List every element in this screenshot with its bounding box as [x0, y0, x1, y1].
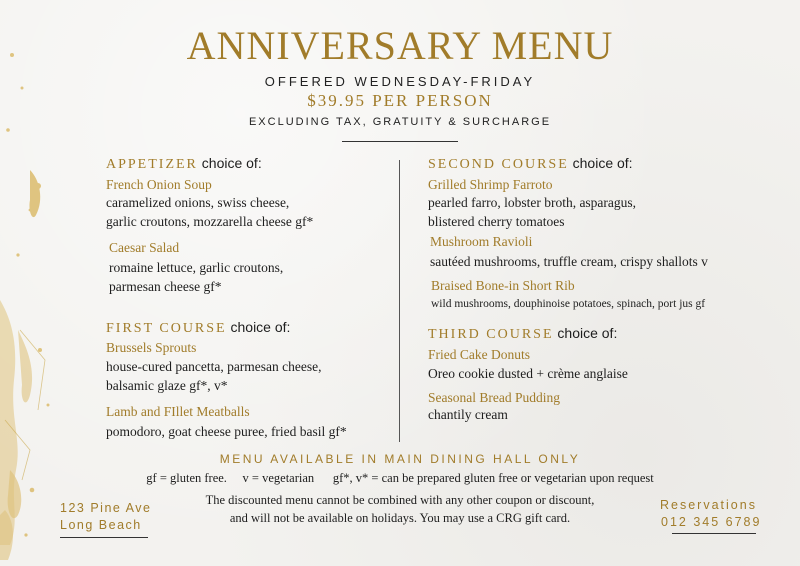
dish-desc-line	[109, 258, 283, 296]
second-course-title: SECOND COURSE	[428, 157, 569, 172]
dish-lamb-meatballs: Lamb and FIllet Meatballs	[106, 404, 250, 419]
desc-line: wild mushrooms, douphinoise potatoes, spinach, port jus gf	[431, 298, 706, 310]
offered-days: OFFERED WEDNESDAY-FRIDAY	[264, 74, 536, 89]
appetizer-choice: choice of:	[197, 155, 262, 171]
reservations-block	[660, 497, 761, 531]
dish-french-onion-soup: French Onion Soup	[106, 177, 212, 192]
dish-desc-line	[428, 405, 508, 424]
address-city: Long Beach	[60, 518, 142, 532]
dish-desc-line	[428, 364, 628, 383]
appetizer-title: APPETIZER	[106, 157, 198, 172]
address-underline	[60, 537, 148, 538]
desc-line: pomodoro, goat cheese puree, fried basil gf*	[106, 424, 347, 439]
third-course-title: THIRD COURSE	[428, 327, 554, 342]
dish-shrimp-farroto: Grilled Shrimp Farroto	[428, 177, 553, 192]
address-street: 123 Pine Ave	[60, 501, 152, 515]
discount-note-line: The discounted menu cannot be combined with any other coupon or discount,	[205, 493, 595, 507]
desc-line: blistered cherry tomatoes	[428, 214, 565, 229]
reservations-underline	[672, 533, 756, 534]
dish-desc-line	[431, 295, 705, 314]
menu-title: ANNIVERSARY MENU	[186, 23, 614, 68]
reservations-phone: 012 345 6789	[661, 515, 762, 529]
dish-short-rib: Braised Bone-in Short Rib	[431, 278, 575, 293]
price-per-person: $39.95 PER PERSON	[307, 91, 493, 110]
dish-desc-line	[106, 357, 322, 395]
header-divider	[342, 141, 458, 142]
second-course-heading	[428, 155, 633, 173]
discount-note	[180, 491, 620, 527]
desc-line: house-cured pancetta, parmesan cheese,	[106, 359, 322, 374]
desc-line: sautéed mushrooms, truffle cream, crispy shallots v	[430, 254, 708, 269]
address-block	[60, 500, 151, 534]
first-course-heading	[106, 319, 290, 337]
availability-note: MENU AVAILABLE IN MAIN DINING HALL ONLY	[219, 452, 581, 466]
dish-brussels-sprouts: Brussels Sprouts	[106, 340, 197, 355]
desc-line: caramelized onions, swiss cheese,	[106, 195, 290, 210]
dish-desc-line	[106, 193, 313, 231]
discount-note-line: and will not be available on holidays. You may use a CRG gift card.	[229, 511, 571, 525]
desc-line: romaine lettuce, garlic croutons,	[109, 260, 284, 275]
dish-desc-line	[430, 252, 708, 271]
first-course-choice: choice of:	[226, 319, 291, 335]
column-divider	[399, 160, 400, 442]
dish-caesar-salad: Caesar Salad	[109, 240, 180, 255]
dish-desc-line	[106, 422, 347, 441]
dish-desc-line	[428, 193, 636, 231]
second-course-choice: choice of:	[568, 155, 633, 171]
desc-line: garlic croutons, mozzarella cheese gf*	[106, 214, 314, 229]
reservations-label: Reservations	[660, 498, 757, 512]
desc-line: pearled farro, lobster broth, asparagus,	[428, 195, 637, 210]
third-course-choice: choice of:	[553, 325, 618, 341]
dish-fried-cake-donuts: Fried Cake Donuts	[428, 347, 530, 362]
appetizer-heading	[106, 155, 262, 173]
desc-line: parmesan cheese gf*	[109, 279, 222, 294]
dish-bread-pudding: Seasonal Bread Pudding	[428, 390, 560, 405]
desc-line: chantily cream	[428, 407, 508, 422]
dish-mushroom-ravioli: Mushroom Ravioli	[430, 234, 533, 249]
desc-line: balsamic glaze gf*, v*	[106, 378, 228, 393]
desc-line: Oreo cookie dusted + crème anglaise	[428, 366, 628, 381]
dietary-key: gf = gluten free. v = vegetarian gf*, v* = can be prepared gluten free or vegetarian upon request	[146, 471, 654, 485]
excluding-note: EXCLUDING TAX, GRATUITY & SURCHARGE	[248, 116, 552, 128]
first-course-title: FIRST COURSE	[106, 321, 227, 336]
third-course-heading	[428, 325, 617, 343]
